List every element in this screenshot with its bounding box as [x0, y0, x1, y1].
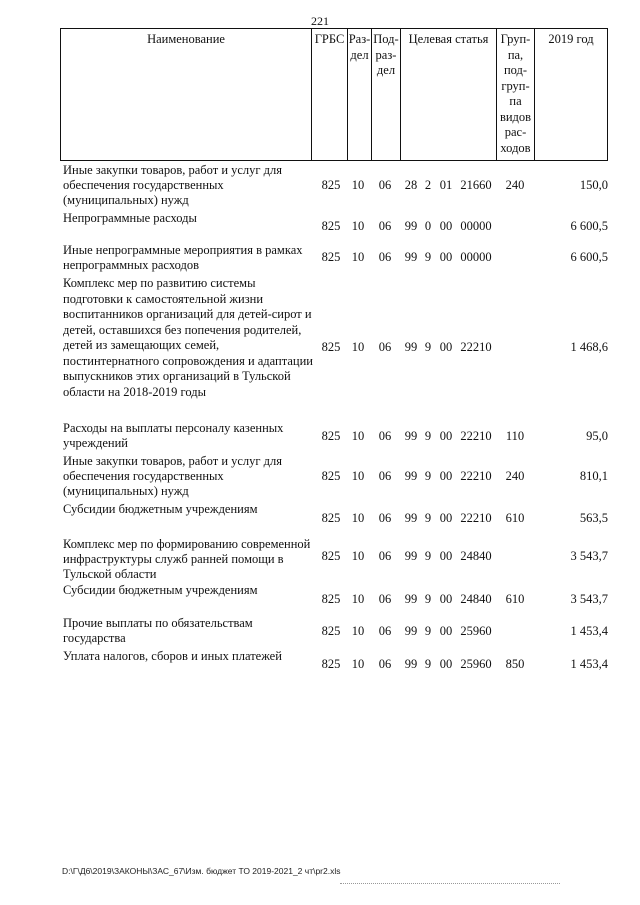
row-grbs: 825: [321, 429, 341, 443]
row-sum: 6 600,5: [570, 219, 608, 233]
row-razdel: 10: [351, 657, 365, 671]
row-sum: 1 468,6: [570, 340, 608, 354]
row-podrazdel: 06: [378, 624, 392, 638]
row-razdel: 10: [351, 592, 365, 606]
header-razdel: Раз- дел: [348, 29, 372, 160]
row-razdel: 10: [351, 511, 365, 525]
row-razdel: 10: [351, 549, 365, 563]
row-sum: 563,5: [579, 511, 608, 525]
row-group: 240: [505, 469, 525, 483]
row-podrazdel: 06: [378, 429, 392, 443]
row-name: Прочие выплаты по обязательствам государства: [63, 616, 253, 645]
row-podrazdel: 06: [378, 592, 392, 606]
row-sum: 810,1: [579, 469, 608, 483]
row-target-1: 99: [404, 592, 418, 606]
row-target-4: 22210: [460, 469, 492, 483]
header-grbs: ГРБС: [312, 29, 348, 160]
row-name: Иные непрограммные мероприятия в рамках непрограммных расходов: [63, 243, 303, 272]
row-group: 110: [505, 429, 525, 443]
row-target-3: 00: [439, 624, 453, 638]
scan-artifact-line: [340, 883, 560, 884]
row-name: Иные закупки товаров, работ и услуг для обеспечения государственных (муниципальных) нужд: [63, 163, 283, 207]
row-sum: 3 543,7: [570, 549, 608, 563]
file-path-footer: D:\Г\Д6\2019\ЗАКОНЫ\ЗАС_67\Изм. бюджет ТО 2019-2021_2 чт\pr2.xls: [62, 866, 341, 876]
row-target-3: 00: [439, 592, 453, 606]
row-podrazdel: 06: [378, 340, 392, 354]
row-target-4: 22210: [460, 429, 492, 443]
row-target-4: 00000: [460, 219, 492, 233]
row-target-4: 22210: [460, 511, 492, 525]
row-target-2: 9: [424, 592, 432, 606]
row-target-3: 01: [439, 178, 453, 192]
page-number: 221: [311, 14, 329, 28]
row-grbs: 825: [321, 624, 341, 638]
row-group: 850: [505, 657, 525, 671]
row-target-1: 28: [404, 178, 418, 192]
table-header: [60, 28, 608, 161]
row-podrazdel: 06: [378, 469, 392, 483]
row-grbs: 825: [321, 340, 341, 354]
row-podrazdel: 06: [378, 250, 392, 264]
row-target-1: 99: [404, 250, 418, 264]
header-podrazdel: Под- раз- дел: [372, 29, 401, 160]
row-sum: 1 453,4: [570, 624, 608, 638]
row-target-2: 0: [424, 219, 432, 233]
row-razdel: 10: [351, 624, 365, 638]
row-grbs: 825: [321, 469, 341, 483]
row-target-1: 99: [404, 469, 418, 483]
row-podrazdel: 06: [378, 657, 392, 671]
row-target-2: 9: [424, 250, 432, 264]
row-name: Непрограммные расходы: [63, 211, 197, 225]
row-podrazdel: 06: [378, 219, 392, 233]
row-grbs: 825: [321, 592, 341, 606]
row-name: Уплата налогов, сборов и иных платежей: [63, 649, 282, 663]
row-target-3: 00: [439, 549, 453, 563]
row-razdel: 10: [351, 429, 365, 443]
row-target-3: 00: [439, 511, 453, 525]
row-target-4: 25960: [460, 657, 492, 671]
row-target-2: 9: [424, 549, 432, 563]
row-target-1: 99: [404, 219, 418, 233]
row-podrazdel: 06: [378, 178, 392, 192]
row-target-3: 00: [439, 250, 453, 264]
row-target-1: 99: [404, 657, 418, 671]
row-name: Субсидии бюджетным учреждениям: [63, 583, 258, 597]
row-razdel: 10: [351, 178, 365, 192]
row-target-2: 9: [424, 469, 432, 483]
row-target-4: 21660: [460, 178, 492, 192]
row-sum: 150,0: [579, 178, 608, 192]
row-podrazdel: 06: [378, 511, 392, 525]
row-target-4: 24840: [460, 549, 492, 563]
header-group: Груп- па, под- груп- па видов рас- ходов: [497, 29, 535, 160]
row-target-3: 00: [439, 469, 453, 483]
row-target-4: 00000: [460, 250, 492, 264]
row-grbs: 825: [321, 511, 341, 525]
row-target-1: 99: [404, 624, 418, 638]
row-grbs: 825: [321, 549, 341, 563]
row-target-2: 9: [424, 429, 432, 443]
row-sum: 95,0: [586, 429, 608, 443]
row-name: Субсидии бюджетным учреждениям: [63, 502, 258, 516]
row-group: 610: [505, 511, 525, 525]
row-target-4: 24840: [460, 592, 492, 606]
header-target: Целевая статья: [401, 29, 497, 160]
row-target-4: 25960: [460, 624, 492, 638]
row-target-3: 00: [439, 219, 453, 233]
row-name: Расходы на выплаты персоналу казенных учреждений: [63, 421, 284, 450]
row-razdel: 10: [351, 469, 365, 483]
row-target-1: 99: [404, 429, 418, 443]
header-name: Наименование: [61, 29, 312, 160]
row-target-4: 22210: [460, 340, 492, 354]
row-target-3: 00: [439, 340, 453, 354]
row-group: 610: [505, 592, 525, 606]
row-target-2: 2: [424, 178, 432, 192]
row-razdel: 10: [351, 250, 365, 264]
row-group: 240: [505, 178, 525, 192]
row-sum: 1 453,4: [570, 657, 608, 671]
row-grbs: 825: [321, 178, 341, 192]
row-razdel: 10: [351, 219, 365, 233]
row-target-1: 99: [404, 340, 418, 354]
row-target-2: 9: [424, 657, 432, 671]
row-grbs: 825: [321, 657, 341, 671]
row-grbs: 825: [321, 219, 341, 233]
row-sum: 6 600,5: [570, 250, 608, 264]
header-year: 2019 год: [548, 32, 594, 46]
row-target-1: 99: [404, 549, 418, 563]
row-podrazdel: 06: [378, 549, 392, 563]
row-sum: 3 543,7: [570, 592, 608, 606]
row-target-3: 00: [439, 657, 453, 671]
row-target-1: 99: [404, 511, 418, 525]
row-name: Комплекс мер по развитию системы подготовки к самостоятельной жизни воспитанников организаций для детей-сирот и детей, оставшихся без попечения родителей, детей из замещающих семей, постинтернатного сопровождения и адаптации выпускников этих организаций в Тульской области на 2018-2019 годы: [63, 276, 313, 399]
row-target-3: 00: [439, 429, 453, 443]
row-name: Комплекс мер по формированию современной инфраструктуры служб ранней помощи в Тульской области: [63, 537, 311, 581]
row-target-2: 9: [424, 624, 432, 638]
row-target-2: 9: [424, 340, 432, 354]
row-target-2: 9: [424, 511, 432, 525]
row-grbs: 825: [321, 250, 341, 264]
row-name: Иные закупки товаров, работ и услуг для обеспечения государственных (муниципальных) нужд: [63, 454, 283, 498]
row-razdel: 10: [351, 340, 365, 354]
